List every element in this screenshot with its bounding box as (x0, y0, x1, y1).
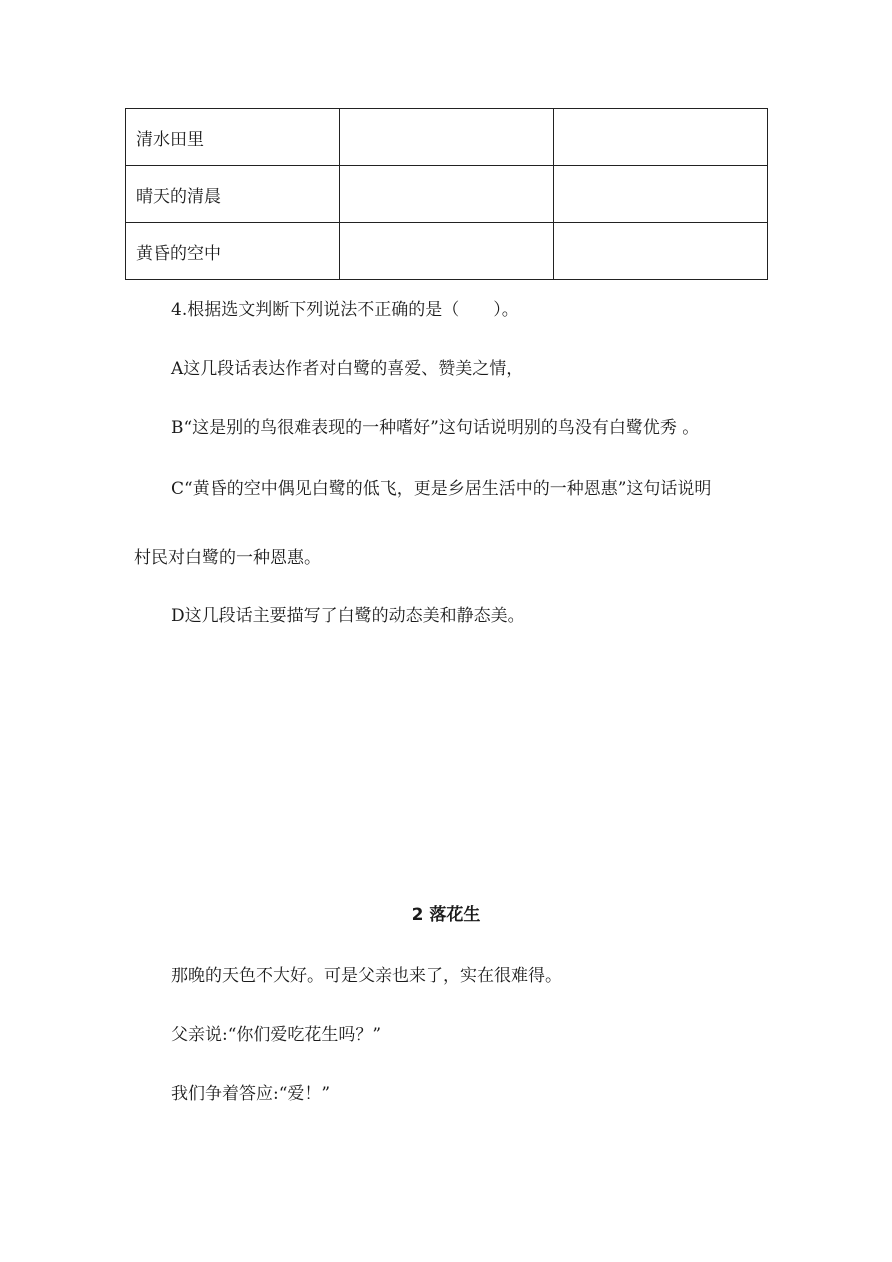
table-row (126, 109, 768, 166)
table-row (126, 223, 768, 280)
row-label: 晴天的清晨 (126, 166, 340, 223)
paragraph: 父亲说:“你们爱吃花生吗？” (171, 1025, 382, 1045)
row-label: 黄昏的空中 (126, 223, 340, 280)
row-label: 清水田里 (126, 109, 340, 166)
option-b: B“这是别的鸟很难表现的一种嗜好”这句话说明别的鸟没有白鹭优秀 。 (171, 418, 700, 438)
observation-table (125, 108, 768, 280)
paragraph: 那晚的天色不大好。可是父亲也来了，实在很难得。 (171, 966, 562, 986)
table-row (126, 166, 768, 223)
question-stem: 4.根据选文判断下列说法不正确的是（ ）。 (171, 300, 519, 320)
answer-cell[interactable] (340, 223, 554, 280)
option-c-continued: 村民对白鹭的一种恩惠。 (134, 548, 321, 568)
answer-cell[interactable] (554, 166, 768, 223)
answer-cell[interactable] (340, 166, 554, 223)
option-c: C“黄昏的空中偶见白鹭的低飞，更是乡居生活中的一种恩惠”这句话说明 (171, 479, 712, 499)
answer-cell[interactable] (554, 223, 768, 280)
answer-cell[interactable] (554, 109, 768, 166)
answer-cell[interactable] (340, 109, 554, 166)
option-d: D这几段话主要描写了白鹭的动态美和静态美。 (171, 606, 525, 626)
paragraph: 我们争着答应:“爱！” (171, 1084, 331, 1104)
lesson-title: 2 落花生 (411, 905, 481, 925)
option-a: A这几段话表达作者对白鹭的喜爱、赞美之情， (171, 359, 524, 379)
